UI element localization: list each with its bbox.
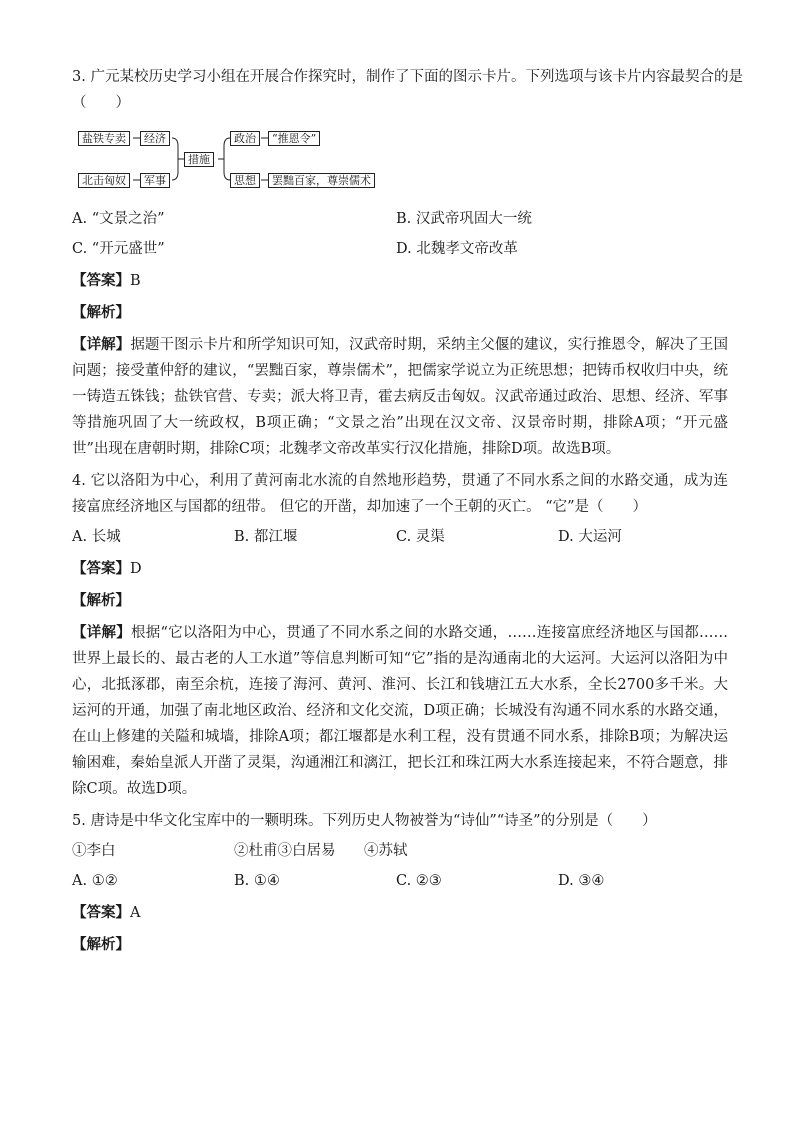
q3-option-a: A. “文景之治”	[72, 211, 165, 227]
q4-option-c: C. 灵渠	[396, 529, 445, 545]
q4-option-d: D. 大运河	[558, 529, 622, 545]
detail-label: 【详解】	[72, 624, 132, 641]
q5-items	[72, 838, 728, 864]
q4-option-b: B. 都江堰	[234, 529, 298, 545]
q3-detail	[72, 332, 728, 462]
box-salt-iron: 盐铁专卖	[78, 131, 130, 146]
answer-value: D	[130, 561, 142, 577]
q3-option-b: B. 汉武帝巩固大一统	[396, 211, 532, 227]
answer-value: A	[130, 905, 141, 921]
q5-option-c: C. ②③	[396, 873, 442, 889]
q3-analysis-label: 【解析】	[72, 304, 130, 321]
q5-option-d: D. ③④	[558, 873, 605, 889]
q3-diagram	[78, 130, 378, 192]
q5-options	[72, 868, 728, 894]
q4-options	[72, 524, 728, 550]
box-economy: 经济	[140, 131, 170, 146]
connector-left-bracket	[172, 138, 178, 180]
q4-option-a: A. 长城	[72, 529, 121, 545]
q3-paren: （ ）	[72, 95, 130, 111]
box-measures: 措施	[184, 152, 214, 167]
q5-item-4: ④苏轼	[364, 843, 408, 859]
box-politics: 政治	[230, 131, 260, 146]
answer-label: 【答案】	[72, 272, 130, 289]
document-page	[72, 64, 743, 958]
answer-label: 【答案】	[72, 904, 130, 921]
box-xiongnu: 北击匈奴	[78, 173, 130, 188]
q5-analysis-label: 【解析】	[72, 936, 130, 953]
q3-options-row2	[72, 236, 728, 262]
answer-value: B	[130, 273, 141, 289]
q3-options-row1	[72, 206, 728, 232]
q4-detail	[72, 620, 728, 802]
answer-label: 【答案】	[72, 560, 130, 577]
detail-label: 【详解】	[72, 336, 131, 353]
detail-text: 根据“它以洛阳为中心，贯通了不同水系之间的水路交通，……连接富庶经济地区与国都……世界上最长的、最古老的人工水道”等信息判断可知“它”指的是沟通南北的大运河。大运河以洛阳为中心，北抵涿郡，南至余杭，连接了海河、黄河、淮河、长江和钱塘江五大水系，全长2700多千米。大运河的开通，加强了南北地区政治、经济和文化交流，D项正确；长城没有沟通不同水系的水路交通，在山上修建的关隘和城墙，排除A项；都江堰都是水利工程，没有贯通不同水系，排除B项；为解决运输困难，秦始皇派人开凿了灵渠，沟通湘江和漓江，把长江和珠江两大水系连接起来，不符合题意，排除C项。故选D项。	[72, 625, 728, 797]
box-confucian: 罢黜百家，尊崇儒术	[268, 173, 375, 188]
q5-option-a: A. ①②	[72, 873, 118, 889]
q5-item-2-3: ②杜甫③白居易	[234, 843, 336, 859]
detail-text: 据题干图示卡片和所学知识可知，汉武帝时期，采纳主父偃的建议，实行推恩令，解决了王国问题；接受董仲舒的建议，“罢黜百家，尊崇儒术”，把儒家学说立为正统思想；把铸币权收归中央，统一铸造五铢钱；盐铁官营、专卖；派大将卫青，霍去病反击匈奴。汉武帝通过政治、思想、经济、军事等措施巩固了大一统政权，B项正确；“文景之治”出现在汉文帝、汉景帝时期，排除A项；“开元盛世”出现在唐朝时期，排除C项；北魏孝文帝改革实行汉化措施，排除D项。故选B项。	[72, 337, 729, 457]
q3-stem: 3. 广元某校历史学习小组在开展合作探究时，制作了下面的图示卡片。下列选项与该卡片内容最契合的是	[72, 69, 743, 85]
q5-item-1: ①李白	[72, 843, 116, 859]
box-military: 军事	[140, 173, 170, 188]
q4-analysis-label: 【解析】	[72, 592, 130, 609]
q3-option-d: D. 北魏孝文帝改革	[396, 241, 518, 257]
q4-stem: 4. 它以洛阳为中心，利用了黄河南北水流的自然地形趋势，贯通了不同水系之间的水路交通，成为连接富庶经济地区与国都的纽带。 但它的开凿，却加速了一个王朝的灭亡。 “它”是（ ）	[72, 473, 728, 515]
q4-answer	[72, 556, 728, 582]
q3-answer	[72, 268, 728, 294]
q5-option-b: B. ①④	[234, 873, 280, 889]
q3-option-c: C. “开元盛世”	[72, 241, 165, 257]
box-tuienling: “推恩令”	[268, 131, 320, 146]
q5-stem: 5. 唐诗是中华文化宝库中的一颗明珠。下列历史人物被誉为“诗仙”“诗圣”的分别是（ ）	[72, 813, 657, 829]
box-thought: 思想	[230, 173, 260, 188]
q5-answer	[72, 900, 728, 926]
